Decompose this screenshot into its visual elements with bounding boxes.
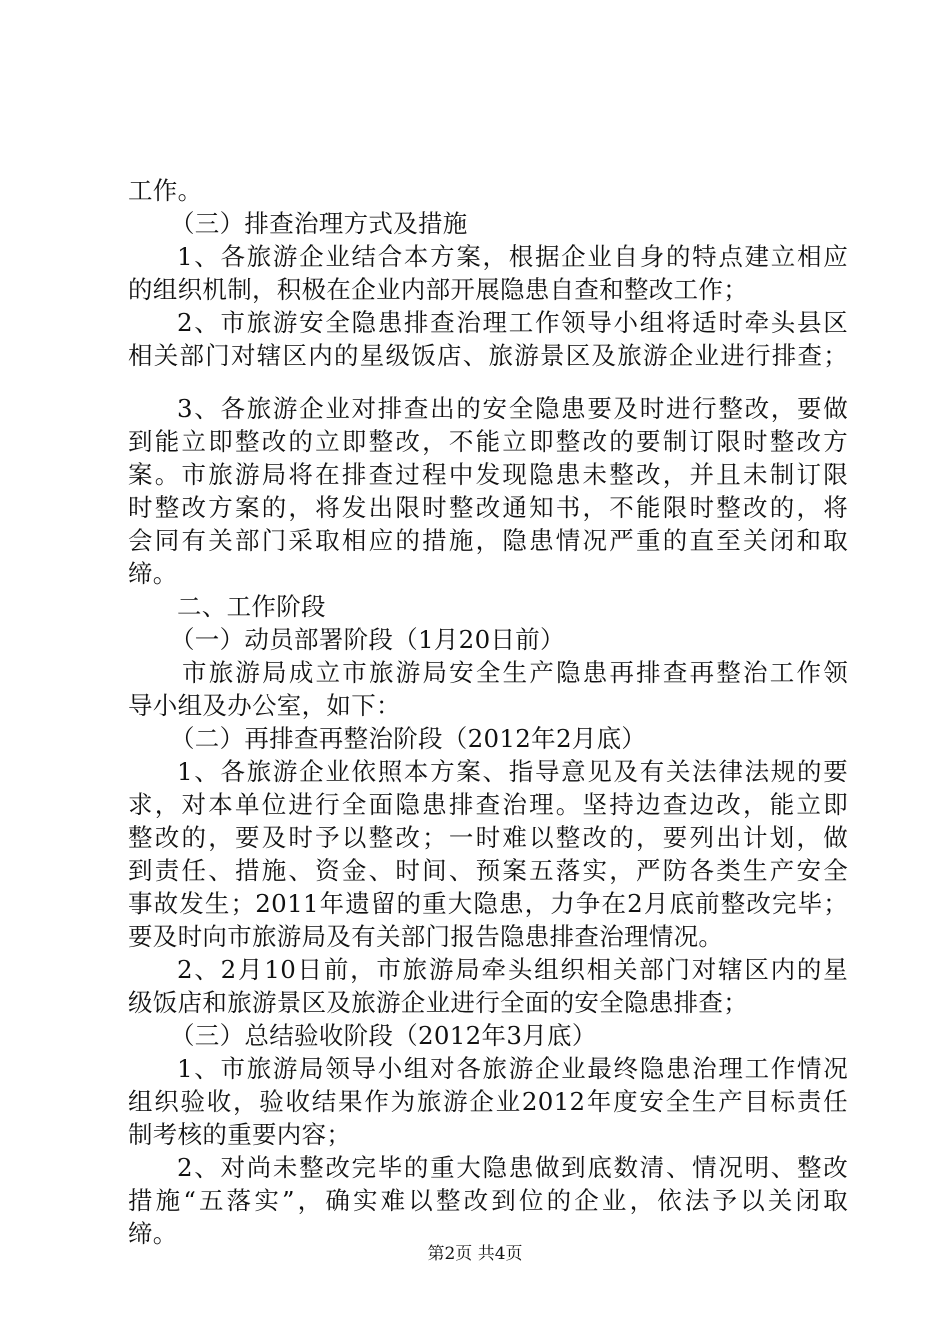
paragraph-line: 时整改方案的，将发出限时整改通知书，不能限时整改的，将 [128,493,848,522]
page-number-footer: 第2页 共4页 [427,1244,523,1264]
paragraph-line: 缔。 [128,1219,178,1248]
paragraph-line: 导小组及办公室，如下： [128,691,401,720]
paragraph-line: 1、各旅游企业依照本方案、指导意见及有关法律法规的要 [177,757,848,786]
paragraph-line: 1、市旅游局领导小组对各旅游企业最终隐患治理工作情况 [177,1054,848,1083]
paragraph-line: 求，对本单位进行全面隐患排查治理。坚持边查边改，能立即 [128,790,848,819]
paragraph-line: 到能立即整改的立即整改，不能立即整改的要制订限时整改方 [128,427,848,456]
paragraph-line: 组织验收，验收结果作为旅游企业2012年度安全生产目标责任 [128,1087,848,1116]
paragraph-line: 事故发生；2011年遗留的重大隐患，力争在2月底前整改完毕； [128,889,848,918]
paragraph-line: 缔。 [128,559,178,588]
paragraph-line: 1、各旅游企业结合本方案，根据企业自身的特点建立相应 [177,242,848,271]
section-heading: （一）动员部署阶段（1月20日前） [170,625,565,654]
paragraph-line: 相关部门对辖区内的星级饭店、旅游景区及旅游企业进行排查； [128,341,848,370]
paragraph-line: 工作。 [128,176,203,205]
paragraph-line: 要及时向市旅游局及有关部门报告隐患排查治理情况。 [128,922,724,951]
section-heading: 二、工作阶段 [177,592,326,621]
paragraph-line: 2、2月10日前，市旅游局牵头组织相关部门对辖区内的星 [177,955,848,984]
section-heading: （三）总结验收阶段（2012年3月底） [170,1021,597,1050]
paragraph-line: 2、市旅游安全隐患排查治理工作领导小组将适时牵头县区 [177,308,848,337]
paragraph-line: 会同有关部门采取相应的措施，隐患情况严重的直至关闭和取 [128,526,848,555]
paragraph-line: 市旅游局成立市旅游局安全生产隐患再排查再整治工作领 [182,658,848,687]
paragraph-line: 整改的，要及时予以整改；一时难以整改的，要列出计划，做 [128,823,848,852]
section-heading: （二）再排查再整治阶段（2012年2月底） [170,724,647,753]
section-heading: （三）排查治理方式及措施 [170,209,468,238]
paragraph-line: 制考核的重要内容； [128,1120,352,1149]
paragraph-line: 2、对尚未整改完毕的重大隐患做到底数清、情况明、整改 [177,1153,848,1182]
paragraph-line: 级饭店和旅游景区及旅游企业进行全面的安全隐患排查； [128,988,748,1017]
paragraph-line: 3、各旅游企业对排查出的安全隐患要及时进行整改，要做 [177,394,848,423]
paragraph-line: 案。市旅游局将在排查过程中发现隐患未整改，并且未制订限 [128,460,848,489]
paragraph-line: 措施“五落实”，确实难以整改到位的企业，依法予以关闭取 [128,1186,848,1215]
paragraph-line: 的组织机制，积极在企业内部开展隐患自查和整改工作； [128,275,748,304]
paragraph-line: 到责任、措施、资金、时间、预案五落实，严防各类生产安全 [128,856,848,885]
